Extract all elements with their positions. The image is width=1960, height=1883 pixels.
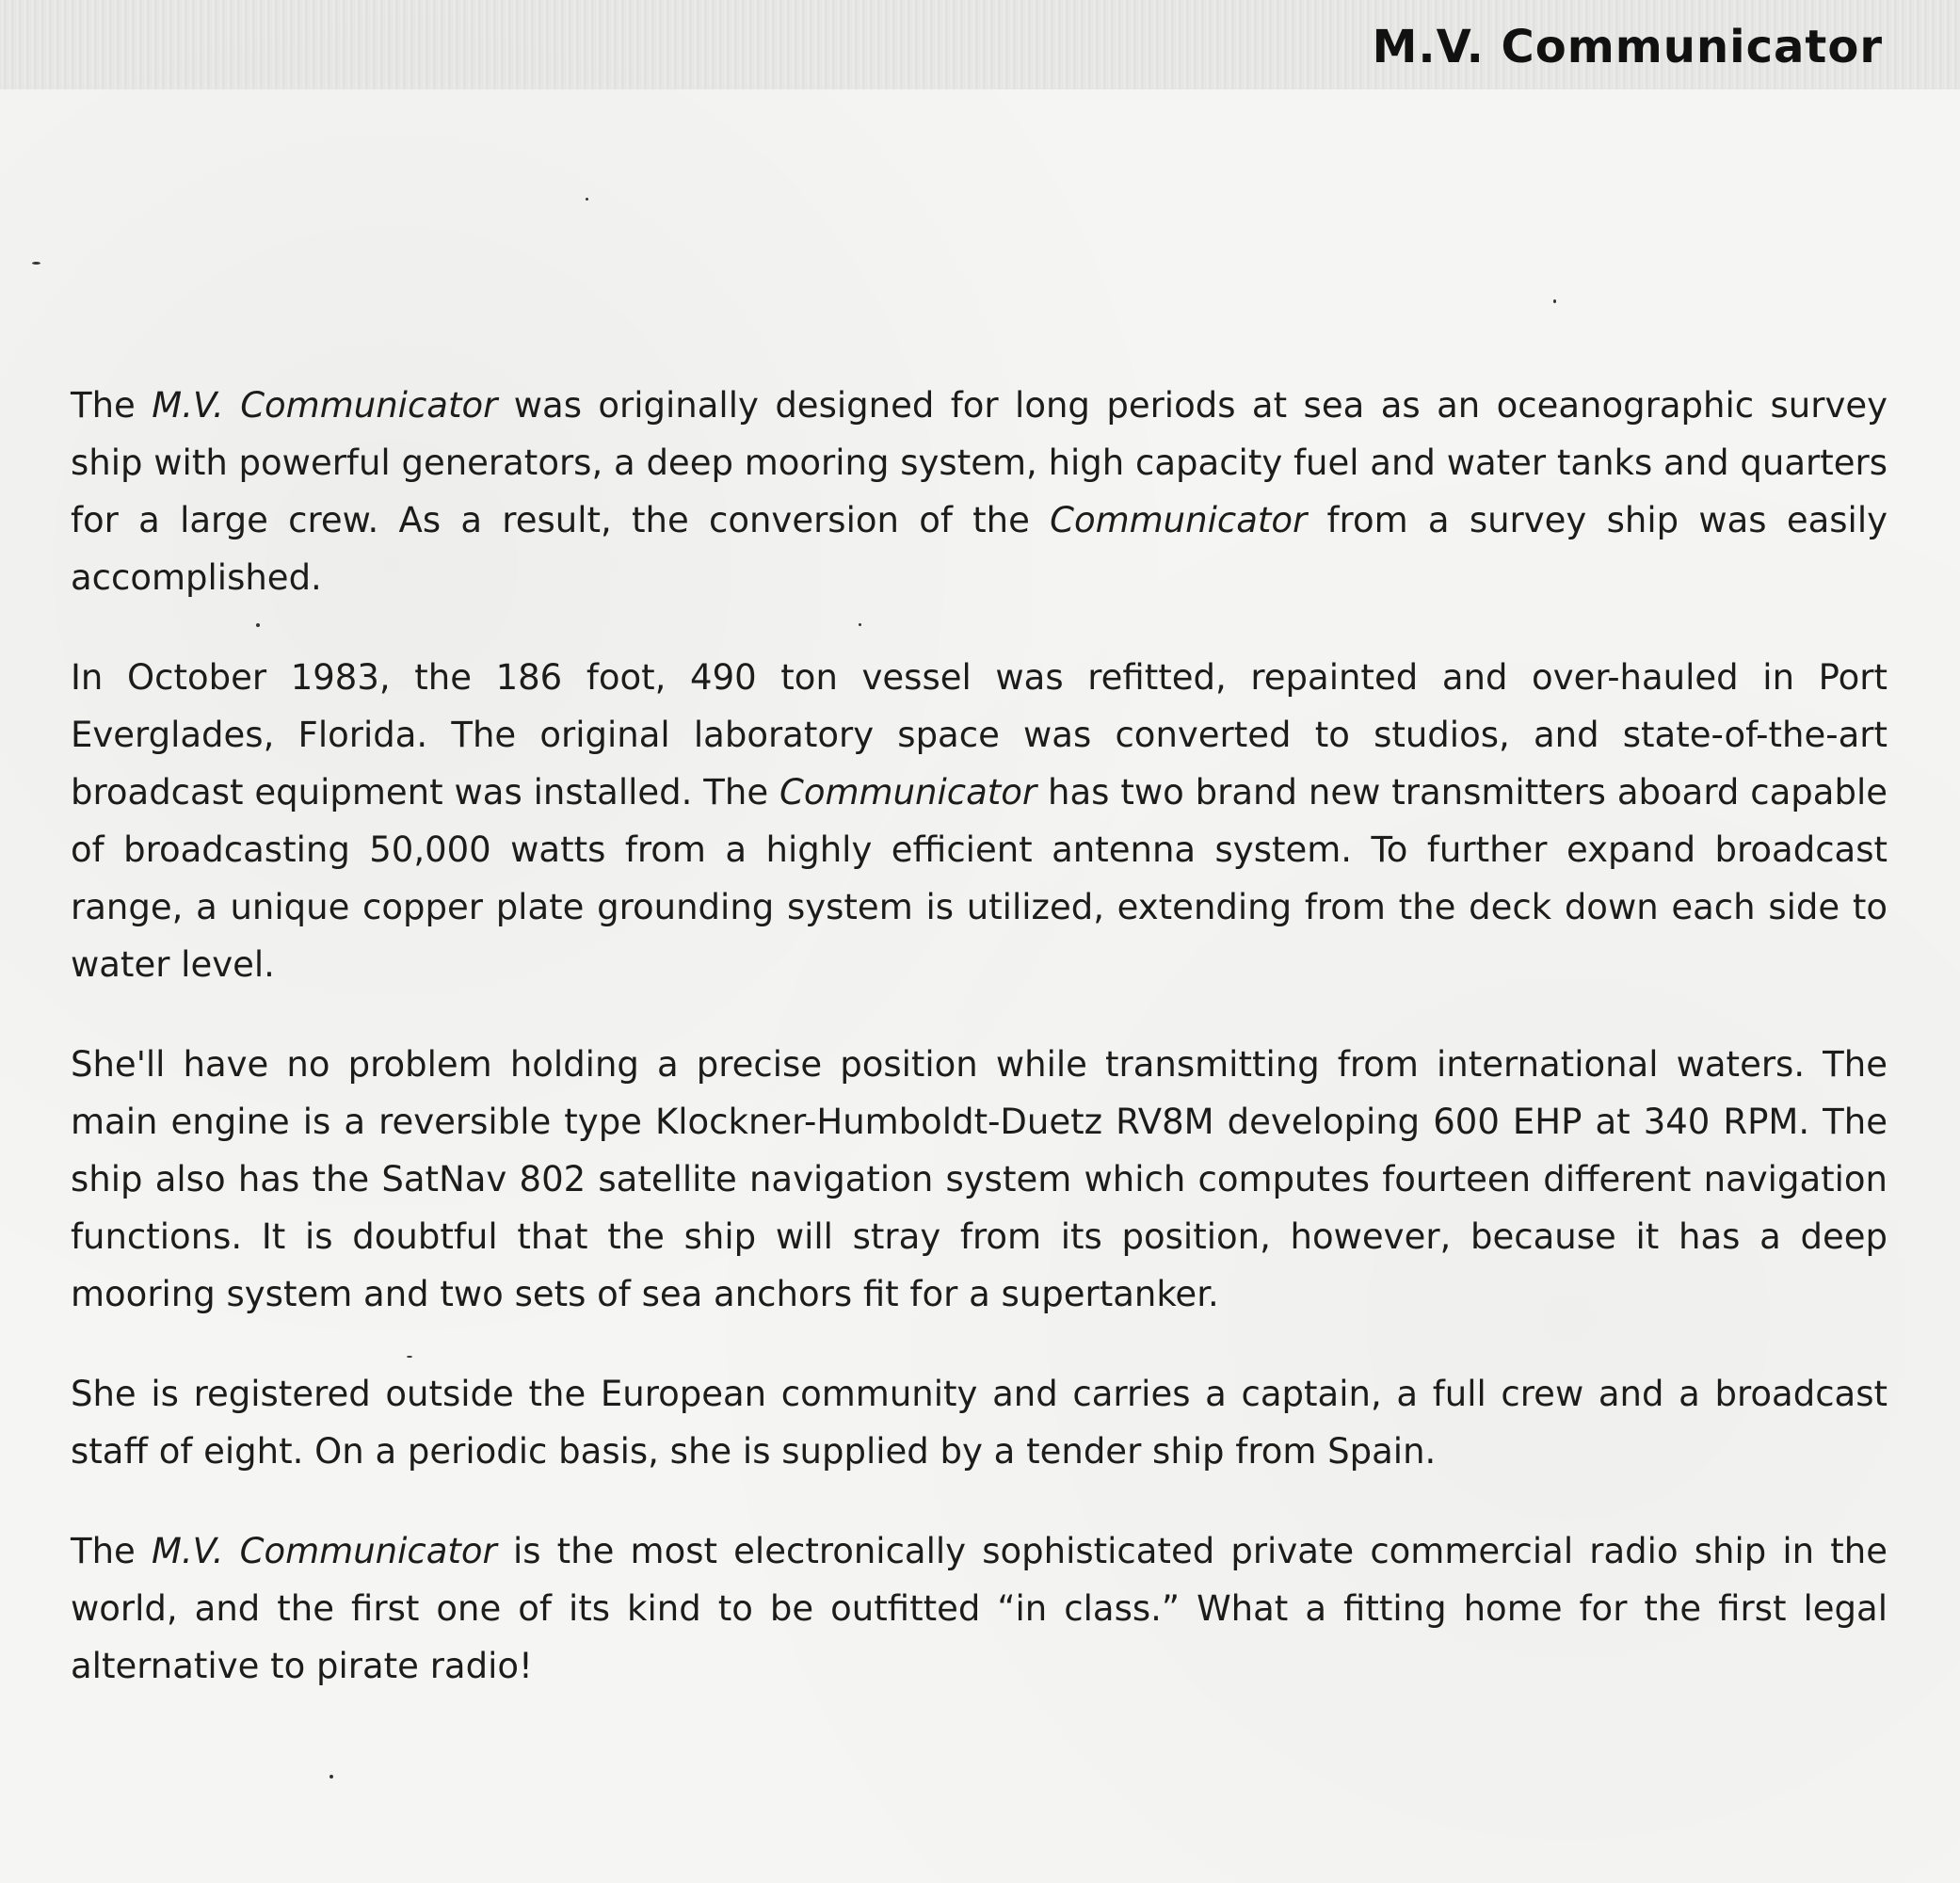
paragraph-4 <box>71 1365 1888 1480</box>
page-title: M.V. Communicator <box>1372 21 1883 73</box>
scan-speck <box>859 623 861 626</box>
scan-speck <box>32 262 40 265</box>
text-segment: She is registered outside the European community and carries a captain, a full crew and a broadcast staff of eight. On a periodic basis, she is supplied by a tender ship from Spain. <box>71 1374 1888 1472</box>
ship-name: M.V. Communicator <box>151 1531 497 1571</box>
text-segment: from a survey ship was easily accomplished. <box>71 500 1888 598</box>
ship-name: M.V. Communicator <box>152 385 498 426</box>
scan-speck <box>407 1356 412 1358</box>
text-segment: has two brand new transmitters aboard capable of broadcasting 50,000 watts from a highly efficient antenna system. To further expand broadcast range, a unique copper plate grounding system is utilized, extending from the deck down each side to water level. <box>71 772 1888 985</box>
scan-speck <box>586 198 588 201</box>
text-segment: is the most electronically sophisticated private commercial radio ship in the world, and the first one of its kind to be outfitted “in class.” What a fitting home for the first legal alternative to pirate radio! <box>71 1531 1888 1686</box>
paragraph-5 <box>71 1522 1888 1695</box>
paragraph-1 <box>71 377 1888 606</box>
text-segment: She'll have no problem holding a precise position while transmitting from international waters. The main engine is a reversible type Klockner-Humboldt-Duetz RV8M developing 600 EHP at 340 RPM. The ship also has the SatNav 802 satellite navigation system which computes fourteen different navigation functions. It is doubtful that the ship will stray from its position, however, because it has a deep mooring system and two sets of sea anchors fit for a supertanker. <box>71 1044 1888 1314</box>
ship-name: Communicator <box>1050 500 1308 540</box>
scan-speck <box>329 1775 333 1778</box>
paragraph-2 <box>71 649 1888 993</box>
paragraph-3 <box>71 1036 1888 1323</box>
text-segment: was originally designed for long periods at sea as an oceanographic survey ship with powerful generators, a deep mooring system, high capacity fuel and water tanks and quarters for a large crew. As a result, the conversion of the <box>71 385 1888 540</box>
article-body <box>71 377 1888 1737</box>
scan-speck <box>1553 299 1556 303</box>
ship-name: Communicator <box>779 772 1037 813</box>
scan-speck <box>256 623 260 627</box>
text-segment: The <box>71 1531 152 1571</box>
text-segment: In October 1983, the 186 foot, 490 ton vessel was refitted, repainted and over-hauled in Port Everglades, Florida. The original laboratory space was converted to studios, and state-of-the-art broadcast equipment was installed. The <box>71 657 1888 813</box>
text-segment: The <box>71 385 153 426</box>
